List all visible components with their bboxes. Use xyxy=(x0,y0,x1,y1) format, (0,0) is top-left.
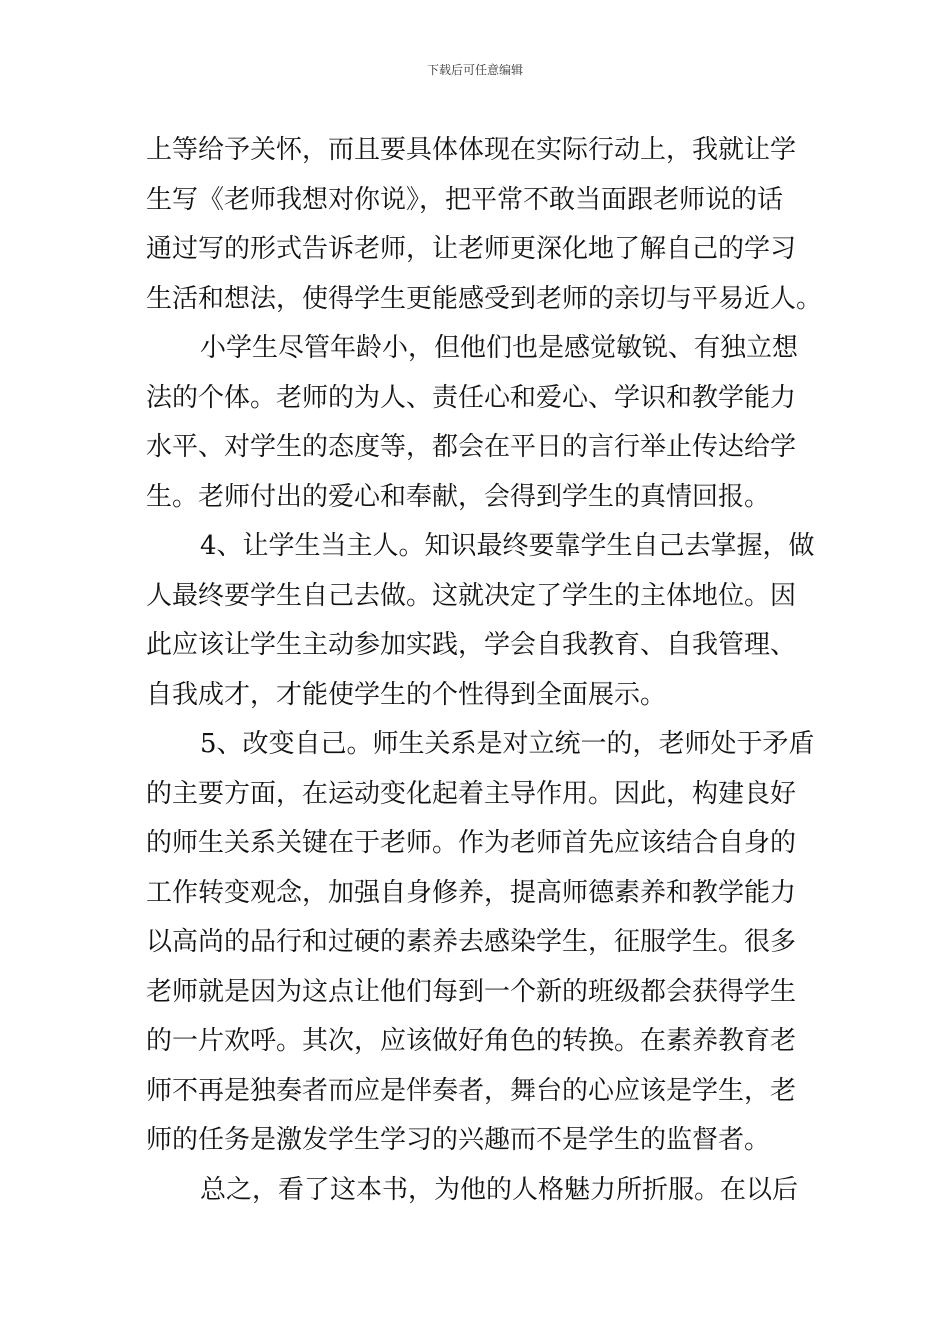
text-line: 师的任务是激发学生学习的兴趣而不是学生的监督者。 xyxy=(146,1125,771,1155)
text-line: 的主要方面，在运动变化起着主导作用。因此，构建良好 xyxy=(146,778,797,809)
text-line: 的师生关系关键在于老师。作为老师首先应该结合自身的 xyxy=(146,828,797,858)
text-line: 此应该让学生主动参加实践，学会自我教育、自我管理、 xyxy=(146,630,797,660)
page-header: 下载后可任意编辑 xyxy=(426,63,523,77)
text-line: 的一片欢呼。其次，应该做好角色的转换。在素养教育老 xyxy=(146,1026,797,1056)
document-body xyxy=(146,126,823,1215)
paragraph-first-line: 小学生尽管年龄小，但他们也是感觉敏锐、有独立想 xyxy=(200,333,799,363)
paragraph-first-line: 5、改变自己。师生关系是对立统一的，老师处于矛盾 xyxy=(200,729,815,759)
text-line: 水平、对学生的态度等，都会在平日的言行举止传达给学 xyxy=(146,432,797,462)
text-line: 生。老师付出的爱心和奉献，会得到学生的真情回报。 xyxy=(146,481,771,512)
text-line: 自我成才，才能使学生的个性得到全面展示。 xyxy=(146,679,667,710)
text-line: 以高尚的品行和过硬的素养去感染学生，征服学生。很多 xyxy=(146,927,797,957)
text-line: 老师就是因为这点让他们每到一个新的班级都会获得学生 xyxy=(146,976,797,1007)
text-line: 师不再是独奏者而应是伴奏者，舞台的心应该是学生，老 xyxy=(146,1075,797,1106)
text-line: 法的个体。老师的为人、责任心和爱心、学识和教学能力 xyxy=(146,382,797,413)
text-line: 通过写的形式告诉老师，让老师更深化地了解自己的学习 xyxy=(146,234,797,264)
paragraph-first-line: 总之，看了这本书，为他的人格魅力所折服。在以后 xyxy=(200,1174,799,1205)
paragraph-first-line: 4、让学生当主人。知识最终要靠学生自己去掌握，做 xyxy=(200,531,815,561)
text-line: 生写《老师我想对你说》，把平常不敢当面跟老师说的话 xyxy=(146,184,784,215)
text-line: 上等给予关怀，而且要具体体现在实际行动上，我就让学 xyxy=(146,135,797,165)
text-line: 工作转变观念，加强自身修养，提高师德素养和教学能力 xyxy=(146,877,797,908)
text-line: 生活和想法，使得学生更能感受到老师的亲切与平易近人。 xyxy=(146,283,823,314)
text-line: 人最终要学生自己去做。这就决定了学生的主体地位。因 xyxy=(146,580,797,611)
